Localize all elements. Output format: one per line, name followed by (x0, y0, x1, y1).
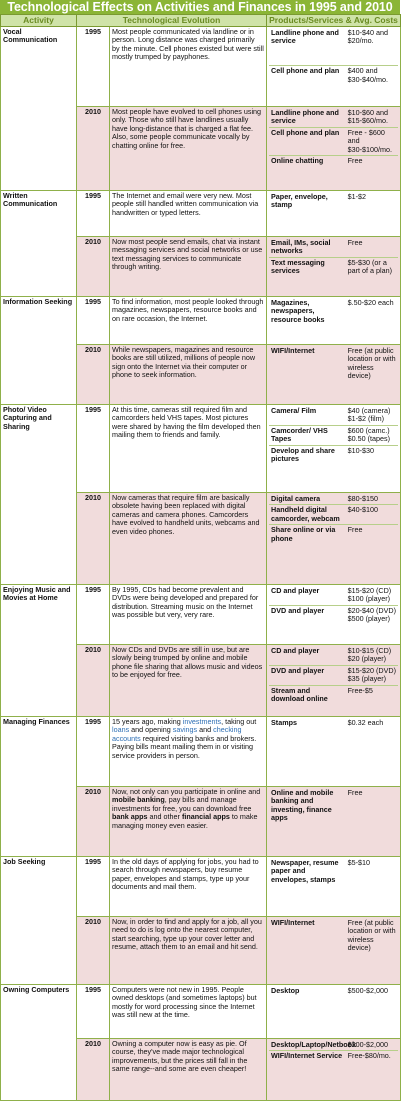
product-cost: $15-$20 (DVD) $35 (player) (346, 665, 398, 685)
table-row (1, 856, 401, 916)
product-item (269, 646, 398, 665)
product-cost: $200-$2,000 (346, 1040, 398, 1051)
year-cell: 1995 (77, 716, 110, 786)
product-cost: Free (at public location or with wireless device) (347, 917, 396, 953)
product-item (269, 858, 398, 885)
product-name: Digital camera (269, 494, 346, 505)
product-item (269, 406, 398, 425)
description-cell: Owning a computer now is easy as pie. Of course, they've made major technological improvements, but the prices still fall in the same range--and some are even cheaper! (110, 1038, 267, 1100)
products-cell (267, 786, 401, 856)
year-cell: 2010 (77, 492, 110, 584)
product-name: Newspaper, resume paper and envelopes, stamps (271, 857, 339, 884)
product-cost: $10-$15 (CD) $20 (player) (346, 646, 398, 665)
activity-header: Activity (1, 15, 77, 27)
products-header: Products/Services & Avg. Costs (267, 15, 401, 27)
year-cell: 1995 (77, 856, 110, 916)
product-name: Stamps (271, 717, 297, 727)
activity-cell: Enjoying Music and Movies at Home (1, 584, 77, 716)
description-text: to make managing money even easier. (112, 812, 258, 830)
description-text: Now, not only can you participate in online and (112, 786, 261, 796)
checking-accounts-link[interactable]: checking accounts (112, 725, 242, 743)
description-cell: Now most people send emails, chat via instant messaging services and social networks or use text messaging services to communicate through writing. (110, 236, 267, 296)
product-name: Landline phone and service (269, 108, 346, 127)
product-name: Develop and share pictures (271, 445, 335, 464)
evolution-header: Technological Evolution (77, 15, 267, 27)
product-item (269, 494, 398, 505)
product-cost: Free-$5 (347, 685, 373, 695)
product-name: Online chatting (271, 156, 324, 166)
products-cell (267, 26, 401, 106)
product-name: Stream and download online (271, 685, 328, 704)
product-name: DVD and player (269, 665, 346, 685)
product-item (269, 1051, 398, 1062)
description-cell: To find information, most people looked through magazines, newspapers, resource books and on rare occasion, the Internet. (110, 296, 267, 344)
year-cell: 1995 (77, 26, 110, 106)
product-item (269, 108, 398, 127)
product-item (269, 445, 398, 464)
product-cost: $1-$2 (347, 191, 367, 201)
product-name: CD and player (269, 586, 346, 605)
description-cell: At this time, cameras still required film and camcorders held VHS tapes. Most pictures were shared by having the film developed then mailing them to friends and family. (110, 404, 267, 492)
year-cell: 2010 (77, 344, 110, 404)
activity-cell: Written Communication (1, 190, 77, 296)
product-name: Landline phone and service (269, 28, 346, 66)
product-item (269, 665, 398, 685)
product-item (269, 718, 398, 728)
product-item (269, 605, 398, 624)
activity-cell: Vocal Communication (1, 26, 77, 190)
year-cell: 2010 (77, 236, 110, 296)
product-name: WIFI/Internet (271, 917, 315, 927)
products-cell (267, 106, 401, 190)
description-cell: The Internet and email were very new. Most people still handled written communication via handwritten or typed letters. (110, 190, 267, 236)
financial-apps-text: financial apps (181, 812, 230, 822)
product-item (269, 346, 398, 382)
year-cell: 1995 (77, 984, 110, 1038)
product-cost: Free (346, 238, 398, 257)
products-cell (267, 344, 401, 404)
product-cost: $.50-$20 each (347, 297, 394, 307)
product-name: Paper, envelope, stamp (271, 191, 328, 210)
table-row (1, 984, 401, 1038)
product-cost: $10-$40 and $20/mo. (346, 28, 398, 66)
table-row (1, 296, 401, 344)
table-row (1, 584, 401, 644)
product-name: Magazines, newspapers, resource books (271, 297, 325, 324)
description-text: and opening (129, 725, 173, 735)
description-text: 15 years ago, making (112, 716, 183, 726)
product-item (269, 66, 398, 85)
product-cost: $40-$100 (346, 505, 398, 525)
product-name: WIFI/Internet Service (271, 1051, 343, 1061)
page-title: Technological Effects on Activities and Finances in 1995 and 2010 (0, 0, 400, 14)
product-item (269, 685, 398, 704)
product-cost: $10-$30 (347, 445, 375, 455)
description-cell: By 1995, CDs had become prevalent and DVDs were being developed and prepared for distribution. Streaming music on the Internet was possible but very, very rare. (110, 584, 267, 644)
bank-apps-text: bank apps (112, 812, 148, 822)
product-item (269, 986, 398, 996)
product-cost: $15-$20 (CD) $100 (player) (346, 586, 398, 605)
products-cell (267, 1038, 401, 1100)
product-item (269, 257, 398, 276)
product-name: Desktop (271, 985, 300, 995)
products-cell (267, 856, 401, 916)
product-item (269, 238, 398, 257)
product-cost: $5-$30 (or a part of a plan) (347, 257, 393, 276)
description-text: required visiting banks and brokers. Paying bills meant mailing them in or visiting service providers in person. (112, 733, 257, 760)
products-cell (267, 716, 401, 786)
product-item (269, 127, 398, 155)
product-cost: $10-$60 and $15-$60/mo. (346, 108, 398, 127)
product-cost: $5-$10 (347, 857, 371, 867)
year-cell: 1995 (77, 584, 110, 644)
product-cost: Free (347, 156, 363, 166)
product-cost: $40 (camera) $1-$2 (film) (346, 406, 398, 425)
description-cell: Now, in order to find and apply for a job, all you need to do is log onto the nearest computer, start searching, type up your cover letter and resume, attach them to an email and hit send. (110, 916, 267, 984)
description-text: and other (147, 812, 182, 822)
product-name: Camcorder/ VHS Tapes (269, 425, 346, 445)
year-cell: 2010 (77, 644, 110, 716)
loans-link[interactable]: loans (112, 725, 130, 735)
products-cell (267, 584, 401, 644)
header-row (1, 15, 401, 27)
product-cost: Free (347, 525, 363, 535)
table-row (1, 26, 401, 106)
mobile-banking-text: mobile banking (112, 795, 165, 805)
product-item (269, 156, 398, 167)
table-row (1, 716, 401, 786)
product-name: Email, IMs, social networks (269, 238, 346, 257)
products-cell (267, 492, 401, 584)
table-row (1, 404, 401, 492)
products-cell (267, 916, 401, 984)
products-cell (267, 404, 401, 492)
product-cost: $400 and $30-$40/mo. (347, 66, 389, 84)
product-item (269, 918, 398, 954)
description-cell: Most people communicated via landline or in person. Long distance was charged primarily by the minute. Cell phones existed but were still mostly trumped by payphones. (110, 26, 267, 106)
product-item (269, 28, 398, 66)
year-cell: 1995 (77, 190, 110, 236)
description-cell: Most people have evolved to cell phones using only. Those who still have landlines usually have long-distance that is charged a flat fee. Also, some people communicate vocally by chatting online for free. (110, 106, 267, 190)
product-item (269, 425, 398, 445)
product-cost: $80-$150 (346, 494, 398, 505)
activity-cell: Photo/ Video Capturing and Sharing (1, 404, 77, 584)
description-cell: Now CDs and DVDs are still in use, but are slowly being trumped by online and mobile phone file sharing that allows music and videos to be enjoyed for free. (110, 644, 267, 716)
year-cell: 1995 (77, 404, 110, 492)
year-cell: 2010 (77, 786, 110, 856)
product-name: Handheld digital camcorder, webcam (269, 505, 346, 525)
product-item (269, 586, 398, 605)
product-item (269, 788, 398, 824)
product-name: Online and mobile banking and investing, finance apps (271, 787, 334, 823)
product-name: Cell phone and plan (271, 66, 340, 76)
product-cost: Free (at public location or with wireless device) (347, 345, 396, 381)
product-name: Share online or via phone (271, 525, 336, 543)
year-cell: 2010 (77, 916, 110, 984)
description-cell: Computers were not new in 1995. People owned desktops (and sometimes laptops) but mostly for word processing since the Internet was still new at the time. (110, 984, 267, 1038)
table-row (1, 190, 401, 236)
year-cell: 1995 (77, 296, 110, 344)
description-text: , taking out (221, 716, 257, 726)
product-cost: $0.32 each (347, 717, 384, 727)
description-text: , pay bills and manage investments for free, you can download free (112, 795, 252, 813)
product-cost: $500-$2,000 (347, 985, 389, 995)
product-name: Cell phone and plan (269, 127, 346, 155)
description-cell (110, 716, 267, 786)
product-item (269, 525, 398, 544)
activity-cell: Managing Finances (1, 716, 77, 856)
savings-link[interactable]: savings (172, 725, 198, 735)
year-cell: 2010 (77, 1038, 110, 1100)
product-item (269, 1040, 398, 1051)
products-cell (267, 984, 401, 1038)
product-name: Camera/ Film (269, 406, 346, 425)
activity-cell: Information Seeking (1, 296, 77, 404)
product-item (269, 192, 398, 211)
product-cost: $600 (camc.) $0.50 (tapes) (346, 425, 398, 445)
comparison-table (0, 14, 401, 1101)
product-cost: Free (347, 787, 363, 797)
product-cost: Free - $600 and $30-$100/mo. (346, 127, 398, 155)
products-cell (267, 236, 401, 296)
activity-cell: Owning Computers (1, 984, 77, 1100)
description-text: and (197, 725, 214, 735)
product-name: Desktop/Laptop/Netbook (271, 1039, 357, 1049)
product-name: Text messaging services (271, 257, 325, 276)
product-name: DVD and player (271, 605, 325, 615)
products-cell (267, 644, 401, 716)
products-cell (267, 190, 401, 236)
product-item (269, 505, 398, 525)
product-item (269, 298, 398, 325)
description-cell: Now cameras that require film are basically obsolete having been replaced with digital cameras and camera phones. Camcorders have evolved to handheld units, webcams and even video phones. (110, 492, 267, 584)
product-name: CD and player (269, 646, 346, 665)
product-cost: Free-$80/mo. (347, 1051, 391, 1061)
description-cell (110, 786, 267, 856)
products-cell (267, 296, 401, 344)
product-cost: $20-$40 (DVD) $500 (player) (347, 605, 396, 624)
description-cell: While newspapers, magazines and resource books are still utilized, millions of people now sign onto the Internet via their computer or phone to seek information. (110, 344, 267, 404)
year-cell: 2010 (77, 106, 110, 190)
activity-cell: Job Seeking (1, 856, 77, 984)
description-cell: In the old days of applying for jobs, you had to search through newspapers, buy resume paper, envelopes and stamps, type up your documents and mail them. (110, 856, 267, 916)
investments-link[interactable]: investments (182, 716, 222, 726)
product-name: WIFI/Internet (271, 345, 315, 355)
